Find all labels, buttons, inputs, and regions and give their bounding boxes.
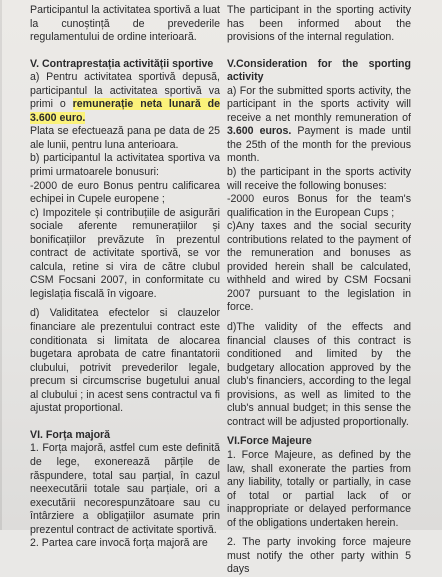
en-force-majeure-2: 2. The party invoking force majeure must notify the other party within 5 days xyxy=(227,536,411,576)
ro-intro: Participantul la activitatea sportivă a luat la cunoștință de prevederile regulamentului de ordine interioară. xyxy=(30,4,220,44)
en-remuneration-amount: 3.600 euros. xyxy=(227,125,292,138)
ro-force-majeure-1: 1. Forța majoră, astfel cum este definită de lege, exonerează părțile de răspundere, total sau parțial, în cazul neexecutării totale sau parțiale, ori a executării necorespunzătoare sau cu întârziere a obligațiilor asumate prin prezentul contract de activitate sportivă. xyxy=(30,442,220,536)
en-clause-a-text: a) For the submitted sports activity, the participant in the sports activity will receive a net monthly remuneration of xyxy=(227,84,411,124)
en-intro: The participant in the sporting activity has been informed about the provisions of the internal regulation. xyxy=(227,4,411,44)
ro-remuneration-highlight: remunerație neta lunară de 3.600 euro. xyxy=(30,98,220,124)
en-section-6-title: VI.Force Majeure xyxy=(227,435,312,448)
en-force-majeure-1: 1. Force Majeure, as defined by the law, shall exonerate the parties from any liability, totally or partially, in case of total or partial lack of or inappropriate or delayed performance of the obligations undertaken herein. xyxy=(227,448,411,529)
ro-section-6-title: VI. Forța majoră xyxy=(30,428,111,441)
en-bonus: -2000 euros Bonus for the team's qualification in the European Cups ; xyxy=(227,193,411,219)
ro-clause-a xyxy=(30,71,220,125)
ro-bonus: -2000 de euro Bonus pentru calificarea echipei in Cupele europene ; xyxy=(30,179,220,206)
ro-payment: Plata se efectuează pana pe data de 25 ale lunii, pentru luna anterioara. xyxy=(30,125,220,151)
en-clause-c: c)Any taxes and the social security contributions related to the payment of the remuneration and bonuses as provided herein shall be calculated, withheld and wired by CSM Focsani 2007 pursuant to the legislation in force. xyxy=(227,220,411,314)
ro-clause-a-text: a) Pentru activitatea sportivă depusă, participantul la activitatea sportivă va primi o xyxy=(30,71,220,111)
english-column xyxy=(227,4,411,577)
ro-section-5-title: V. Contraprestația activității sportive xyxy=(30,57,214,70)
en-clause-b: b) the participant in the sports activity will receive the following bonuses: xyxy=(227,166,411,192)
ro-clause-b: b) participantul la activitatea sportiva va primi urmatoarele bonusuri: xyxy=(30,152,220,179)
ro-clause-d: d) Validitatea efectelor si clauzelor financiare ale prezentului contract este conditionata si limitata de alocarea bugetara aprobata de catre finantatorii clubului, potrivit prevederilor legale, precum si circumscrise bugetului anual al clubului ; in acest sens contractul va fi ajustat proportional. xyxy=(30,307,220,415)
ro-clause-c: c) Impozitele și contribuțiile de asigurări sociale aferente remunerațiilor și bonificațiilor prevăzute în prezentul contract de activitate sportivă, se vor calcula, retine si vira de către clubul CSM Focsani 2007, in conformitate cu legislația fiscală în vigoare. xyxy=(30,206,220,300)
en-clause-d: d)The validity of the effects and financial clauses of this contract is conditioned and limited by the budgetary allocation approved by the club's financiers, according to the legal provisions, as well as limited to the club's annual budget; in this sense the contract will be adjusted proportionally. xyxy=(227,321,411,428)
en-section-5-title: V.Consideration for the sporting activity xyxy=(227,57,411,84)
ro-force-majeure-2: 2. Partea care invocă forța majoră are xyxy=(30,537,208,550)
romanian-column xyxy=(30,4,220,551)
page-edge-shadow xyxy=(0,0,2,530)
en-clause-a xyxy=(227,85,411,166)
en-payment-text: Payment is made until the 25th of the month for the previous month. xyxy=(227,125,412,165)
